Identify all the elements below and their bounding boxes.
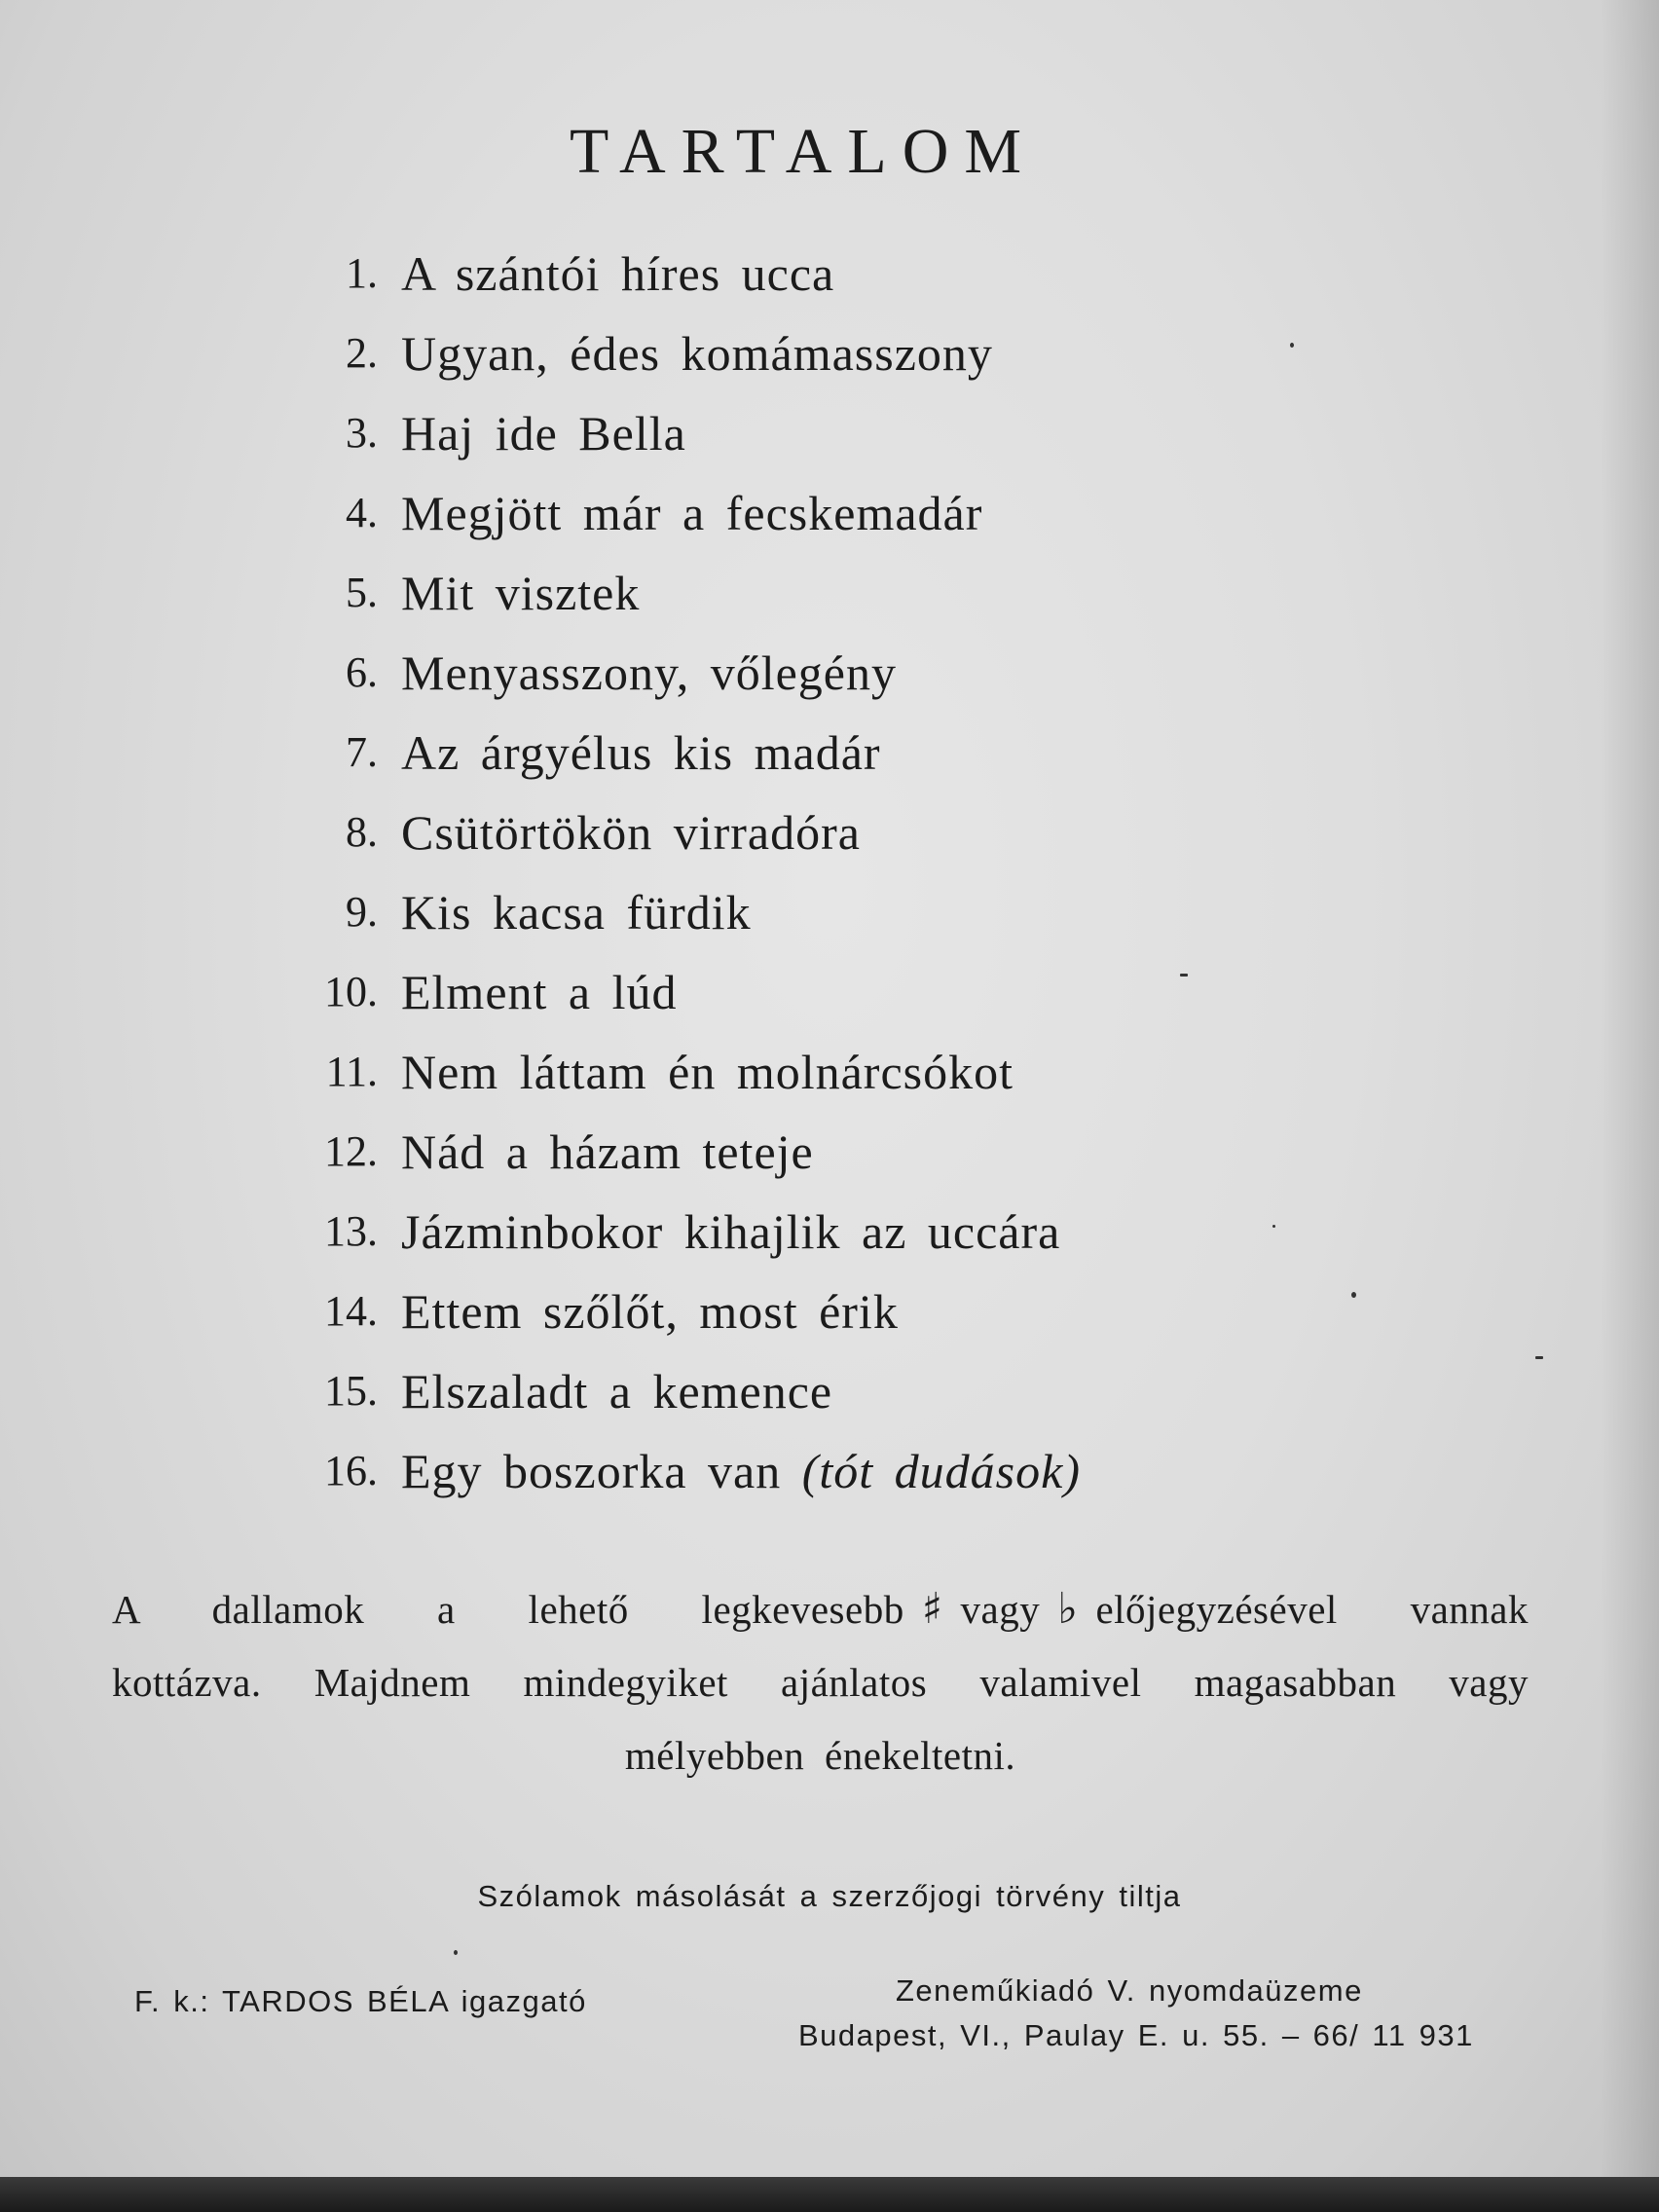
copyright-notice: Szólamok másolását a szerzőjogi törvény tiltja: [477, 1879, 1182, 1913]
notice-line-3: mélyebben énekeltetni.: [624, 1733, 1016, 1778]
toc-entry-title: Nád a házam teteje: [401, 1124, 814, 1179]
dust-speck: [1535, 1356, 1543, 1359]
footer-printer: [798, 1969, 1530, 2058]
toc-entry-title: Elment a lúd: [401, 965, 678, 1019]
toc-entry-title: Csütörtökön virradóra: [401, 805, 861, 860]
toc-entry: [292, 1431, 1266, 1511]
toc-entry: [292, 872, 1266, 952]
dust-speck: [1272, 1225, 1275, 1228]
toc-entry-title: Megjött már a fecskemadár: [401, 486, 983, 540]
notice-text: előjegyzésével vannak: [1095, 1587, 1529, 1632]
toc-entry-number: 3.: [346, 409, 378, 457]
toc-entry-number: 12.: [324, 1127, 378, 1175]
toc-entry-title: Nem láttam én molnárcsókot: [401, 1045, 1014, 1099]
toc-entry: [292, 393, 1266, 473]
toc-entry-title: Ugyan, édes komámasszony: [401, 326, 993, 381]
toc-entry-title: Haj ide Bella: [401, 406, 686, 461]
toc-entry: [292, 713, 1266, 793]
toc-entry-note: (tót dudások): [801, 1444, 1081, 1498]
toc-entry-number: 9.: [346, 888, 378, 936]
toc-entry-number: 14.: [324, 1287, 378, 1335]
notation-notice: [112, 1572, 1529, 1792]
toc-entry-title: A szántói híres ucca: [401, 246, 835, 301]
toc-entry-number: 5.: [346, 569, 378, 616]
toc-entry: [292, 1351, 1266, 1431]
toc-entry-title: Mit visztek: [401, 566, 641, 620]
printer-name: Zeneműkiadó V. nyomdaüzeme: [896, 1973, 1363, 2008]
toc-entry-number: 2.: [346, 329, 378, 377]
notice-text: vagy: [960, 1587, 1041, 1632]
scan-bottom-edge: [0, 2177, 1659, 2212]
toc-entry: [292, 793, 1266, 872]
toc-entry-title: Az árgyélus kis madár: [401, 725, 881, 780]
toc-entry: [292, 1272, 1266, 1351]
printer-address: Budapest, VI., Paulay E. u. 55. – 66/ 11 931: [798, 2018, 1474, 2052]
toc-entry-number: 10.: [324, 968, 378, 1015]
toc-entry-title: Ettem szőlőt, most érik: [401, 1284, 899, 1339]
toc-entry-number: 1.: [346, 249, 378, 297]
toc-entry-title: [401, 1431, 1081, 1511]
toc-entry: [292, 633, 1266, 713]
footer-director: F. k.: TARDOS BÉLA igazgató: [134, 1984, 587, 2018]
notice-line-1: [112, 1572, 1529, 1646]
toc-entry-number: 7.: [346, 728, 378, 776]
toc-entry-number: 11.: [325, 1048, 378, 1095]
toc-entry: [292, 313, 1266, 393]
toc-entry: [292, 234, 1266, 313]
toc-entry-number: 15.: [324, 1367, 378, 1415]
toc-entry: [292, 473, 1266, 553]
toc-entry-title: Elszaladt a kemence: [401, 1364, 833, 1419]
toc-entry-number: 8.: [346, 808, 378, 856]
toc-entry-number: 13.: [324, 1207, 378, 1255]
flat-icon: ♭: [1057, 1584, 1079, 1634]
toc-entry: [292, 1032, 1266, 1112]
toc-entry-number: 16.: [324, 1447, 378, 1494]
toc-entry-title-main: Egy boszorka van: [401, 1444, 782, 1498]
toc-entry-title: Menyasszony, vőlegény: [401, 645, 897, 700]
table-of-contents: [292, 234, 1266, 1511]
sharp-icon: ♯: [921, 1584, 943, 1634]
toc-entry: [292, 553, 1266, 633]
dust-speck: [454, 1950, 458, 1955]
toc-entry-title: Kis kacsa fürdik: [401, 885, 752, 940]
toc-entry-title: Jázminbokor kihajlik az uccára: [401, 1204, 1061, 1259]
toc-entry: [292, 952, 1266, 1032]
notice-line-2: kottázva. Majdnem mindegyiket ajánlatos valamivel magasabban vagy: [112, 1660, 1529, 1705]
dust-speck: [1290, 343, 1294, 348]
dust-speck: [1351, 1292, 1356, 1298]
page-title: TARTALOM: [569, 116, 1038, 187]
toc-entry-number: 6.: [346, 648, 378, 696]
toc-entry: [292, 1192, 1266, 1272]
toc-entry-number: 4.: [346, 489, 378, 536]
notice-text: A dallamok a lehető legkevesebb: [112, 1587, 904, 1632]
toc-entry: [292, 1112, 1266, 1192]
